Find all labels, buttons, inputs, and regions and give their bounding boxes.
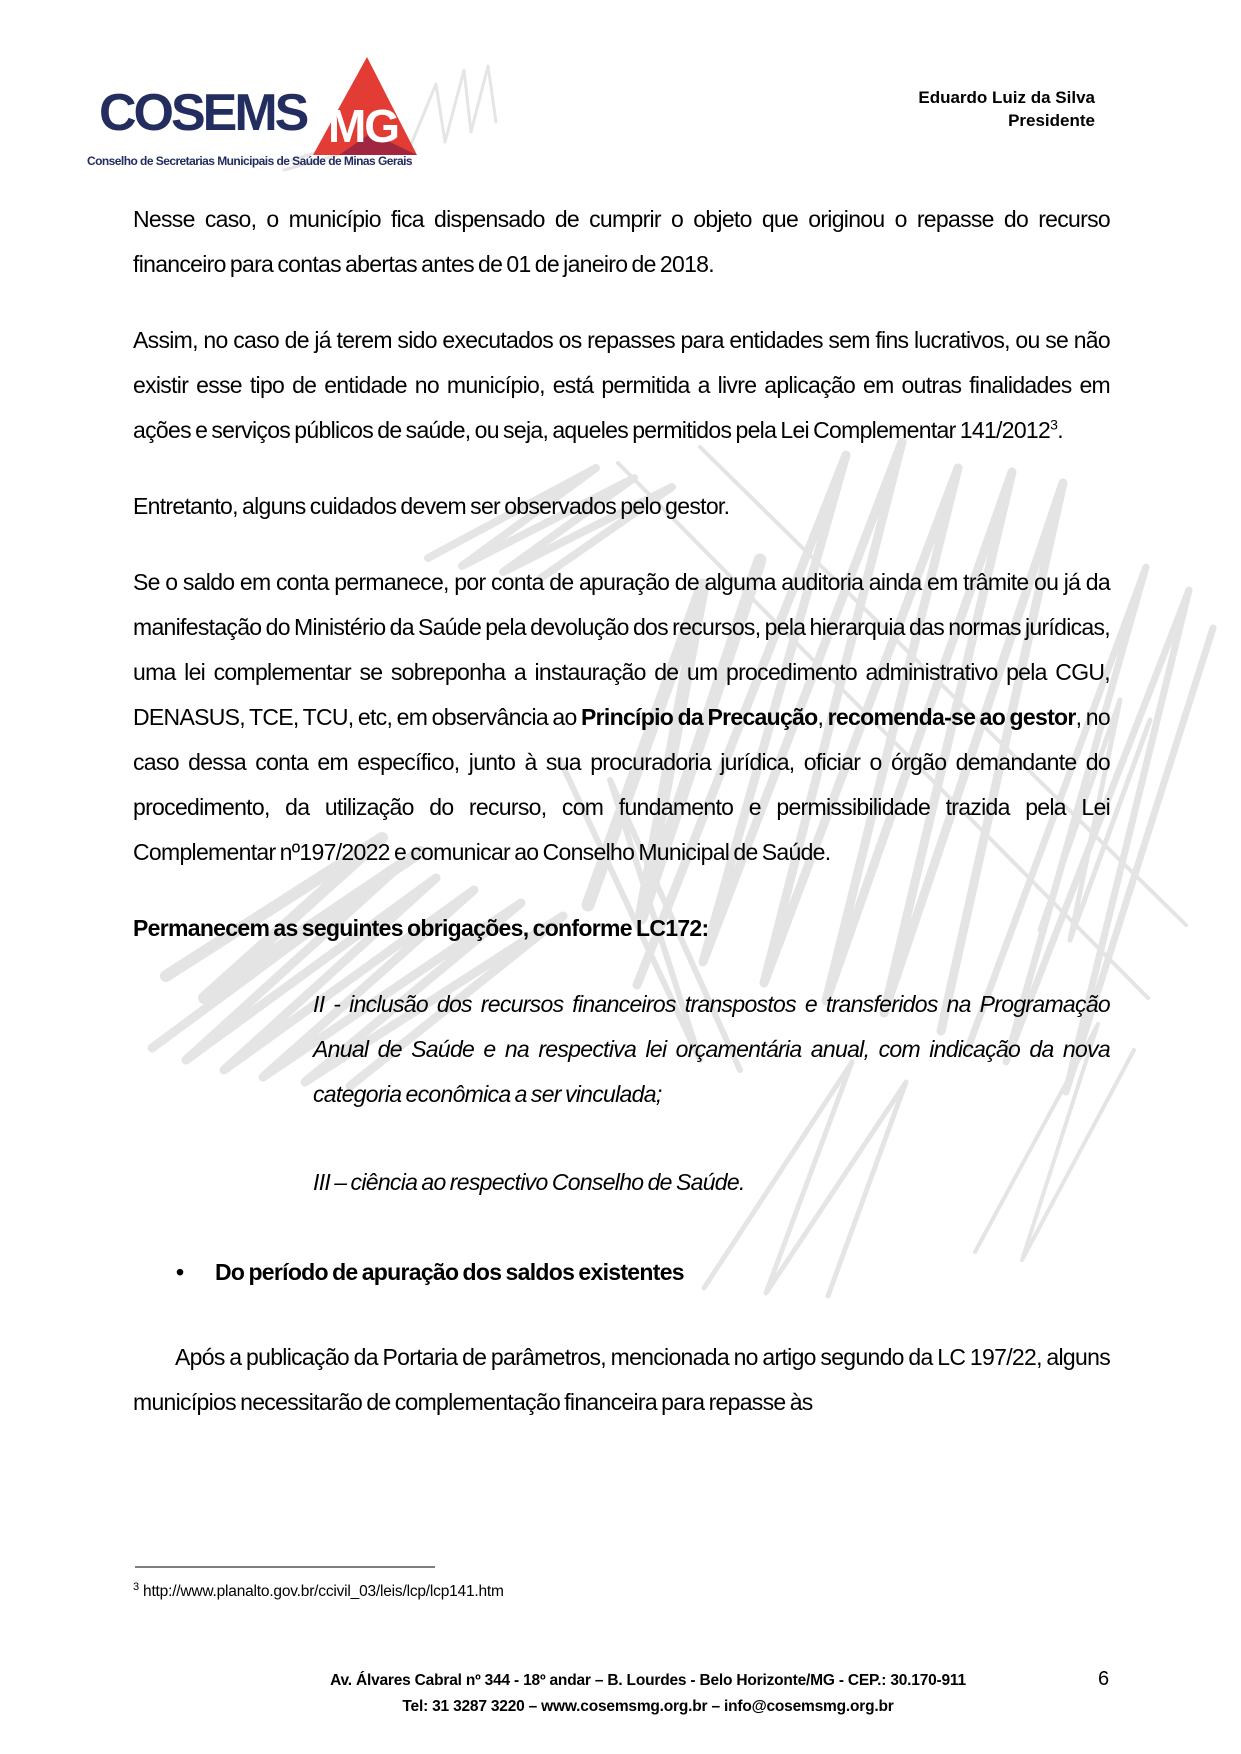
- blockquote-item-iii: III – ciência ao respectivo Conselho de Saúde.: [313, 1169, 745, 1195]
- logo-wordmark: COSEMS: [99, 84, 307, 142]
- paragraph: Nesse caso, o município fica dispensado de cumprir o objeto que originou o repasse do recurso financeiro para contas abertas antes de 01 de janeiro de 2018.: [133, 206, 1110, 277]
- signatory-block: [918, 86, 1095, 132]
- paragraph: Se o saldo em conta permanece, por conta de apuração de alguma auditoria ainda em trâmite ou já da manifestação do Ministério da Saúde pela devolução dos recursos, pela hierarquia das normas jurídicas, uma lei complementar se sobreponha a instauração de um procedimento administrativo pela CGU, DENASUS, TCE, TCU, etc, em observância ao Princípio da Precaução, recomenda-se ao gestor, no caso dessa conta em específico, junto à sua procuradoria jurídica, oficiar o órgão demandante do procedimento, da utilização do recurso, com fundamento e permissibilidade trazida pela Lei Complementar nº197/2022 e comunicar ao Conselho Municipal de Saúde.: [133, 569, 1110, 865]
- page-footer: [0, 1668, 1241, 1720]
- document-body: [133, 197, 1110, 1456]
- logo-tagline: Conselho de Secretarias Municipais de Saúde de Minas Gerais: [87, 154, 413, 168]
- signatory-role: Presidente: [1008, 111, 1095, 130]
- footnote-area: [133, 1566, 504, 1601]
- logo-mg-text: MG: [327, 100, 399, 152]
- footer-contacts: Tel: 31 3287 3220 – www.cosemsmg.org.br – info@cosemsmg.org.br: [402, 1698, 894, 1715]
- footnote-url: $^3$ http://www.planalto.gov.br/ccivil_03/leis/lcp/lcp141.htm: [133, 1581, 504, 1601]
- bullet-heading: [133, 1250, 1110, 1295]
- blockquote-item-ii: II - inclusão dos recursos financeiros transpostos e transferidos na Programação Anual de Saúde e na respectiva lei orçamentária anual, com indicação da nova categoria econômica a ser vinculada;: [313, 991, 1110, 1107]
- footnote-separator: [135, 1566, 435, 1568]
- bullet-heading-text: Do período de apuração dos saldos existentes: [215, 1259, 684, 1285]
- cosems-mg-logo: [85, 45, 425, 170]
- logo-triangle-icon: [305, 55, 425, 159]
- page-number: 6: [1098, 1668, 1110, 1690]
- signatory-name: Eduardo Luiz da Silva: [918, 88, 1095, 107]
- section-heading: Permanecem as seguintes obrigações, conforme LC172:: [133, 915, 709, 941]
- footer-address: Av. Álvares Cabral nº 344 - 18º andar – B. Lourdes - Belo Horizonte/MG - CEP.: 30.170-911: [330, 1672, 966, 1689]
- paragraph: Entretanto, alguns cuidados devem ser observados pelo gestor.: [133, 493, 730, 519]
- paragraph: Assim, no caso de já terem sido executados os repasses para entidades sem fins lucrativos, ou se não existir esse tipo de entidade no município, está permitida a livre aplicação em outras finalidades em ações e serviços públicos de saúde, ou seja, aqueles permitidos pela Lei Complementar 141/2012$^3$.: [133, 327, 1110, 443]
- bullet-icon: •: [176, 1259, 184, 1285]
- paragraph: Após a publicação da Portaria de parâmetros, mencionada no artigo segundo da LC 197/22, alguns municípios necessitarão de complementação financeira para repasse às: [133, 1344, 1110, 1415]
